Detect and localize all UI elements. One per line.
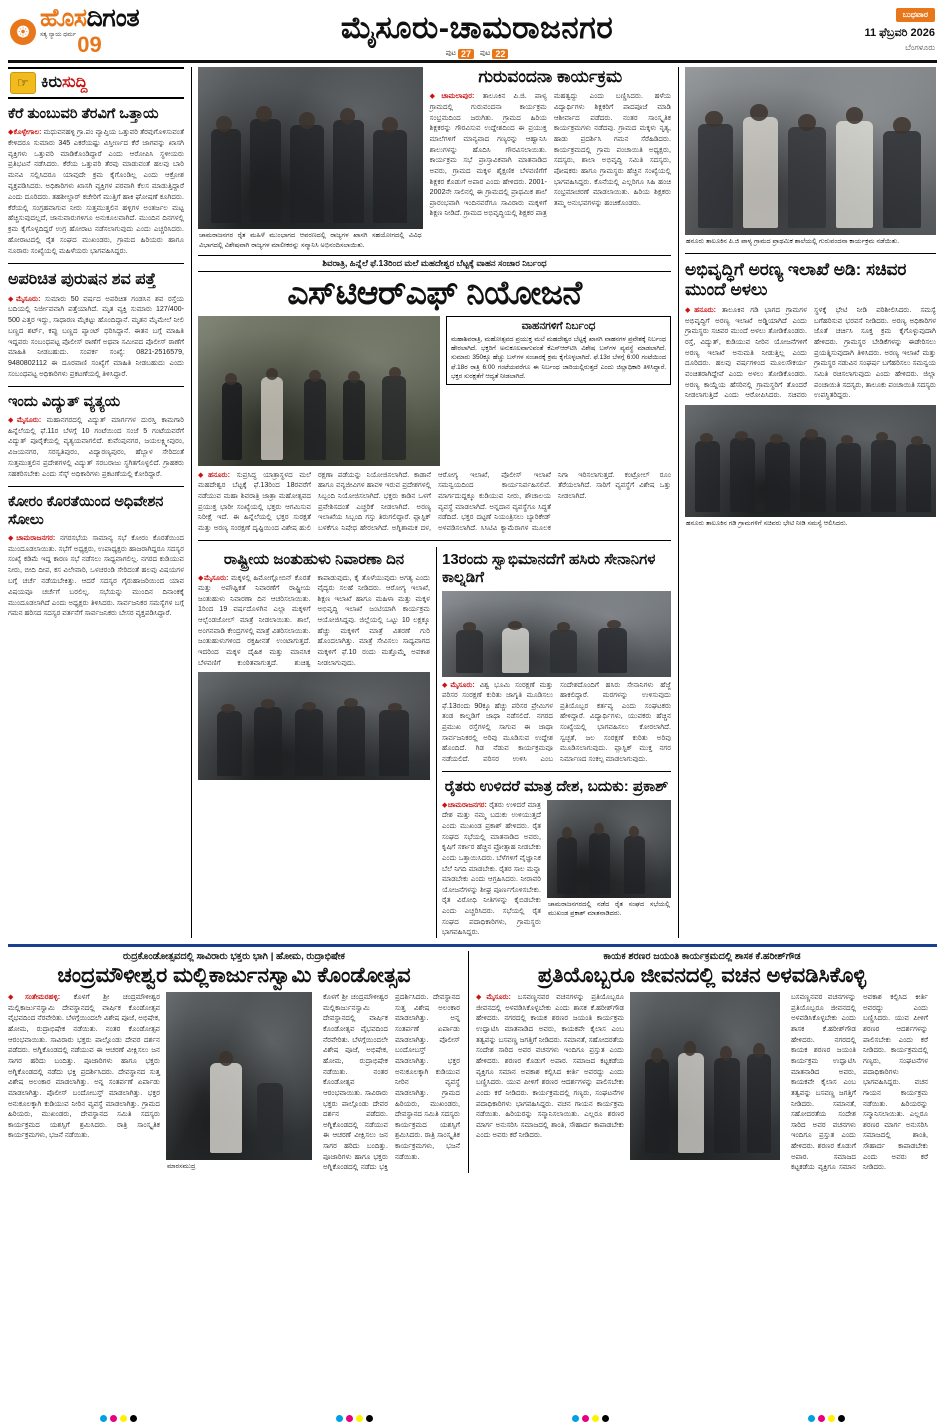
headline-stirf: ಎಸ್‌ಟಿಆರ್‌ಎಫ್ ನಿಯೋಜನೆ [287, 274, 582, 312]
column-left [8, 67, 184, 938]
brief-text: ಮಹಾನಗರದಲ್ಲಿ ವಿದ್ಯುತ್ ಮಾರ್ಗಗಳ ದುರಸ್ತಿ ಕಾಮಗಾರಿ ಹಿನ್ನೆಲೆಯಲ್ಲಿ ಫೆ.11ರ ಬೆಳಗ್ಗೆ 10 ಗಂಟೆಯಿಂದ ಸಂಜೆ 5 ಗಂಟೆಯವರೆಗೆ ವಿದ್ಯುತ್ ಪೂರೈಕೆಯಲ್ಲಿ ವ್ಯತ್ಯಯವಾಗಲಿದೆ. ಕುವೆಂಪುನಗರ, ಜಯಲಕ್ಷ್ಮೀಪುರಂ, ವಿಜಯನಗರ, ಸರಸ್ವತಿಪುರಂ, ವಿದ್ಯಾರಣ್ಯಪುರಂ, ಹೆಬ್ಬಾಳ ಸೇರಿದಂತೆ ಸುತ್ತಮುತ್ತಲಿನ ಪ್ರದೇಶಗಳಲ್ಲಿ ವಿದ್ಯುತ್ ಸರಬರಾಜು ಸ್ಥಗಿತಗೊಳ್ಳಲಿದೆ. ಗ್ರಾಹಕರು ಸಹಕರಿಸಬೇಕು ಎಂದು ಸೆಸ್ಕ್ ಅಧಿಕಾರಿಗಳು ಪ್ರಕಟಣೆಯಲ್ಲಿ ಕೋರಿದ್ದಾರೆ. [8, 415, 184, 478]
article-body-jantu: ◆ಮೈಸೂರು: ಮಕ್ಕಳಲ್ಲಿ ಹಿಮೋಗ್ಲೋಬಿನ್ ಕೊರತೆ ಮತ್ತು ಅಪೌಷ್ಟಿಕತೆ ನಿವಾರಣೆಗೆ ರಾಷ್ಟ್ರೀಯ ಜಂತುಹುಳು ನಿವಾರಣಾ ದಿನ ಆಚರಿಸಲಾಯಿತು. 1ರಿಂದ 19 ವರ್ಷದೊಳಗಿನ ಎಲ್ಲಾ ಮಕ್ಕಳಿಗೆ ಆಲ್ಬೆಂಡಜೋಲ್ ಮಾತ್ರೆ ನೀಡಲಾಯಿತು. ಶಾಲೆ, ಅಂಗನವಾಡಿ ಕೇಂದ್ರಗಳಲ್ಲಿ ಮಾತ್ರೆ ವಿತರಿಸಲಾಯಿತು. ಜಂತುಹುಳುಗಳಿಂದ ರಕ್ತಹೀನತೆ ಉಂಟಾಗುತ್ತದೆ. ಇದರಿಂದ ಮಕ್ಕಳ ದೈಹಿಕ ಮತ್ತು ಮಾನಸಿಕ ಬೆಳವಣಿಗೆ ಕುಂಠಿತವಾಗುತ್ತದೆ. ಶುಚಿತ್ವ ಕಾಪಾಡುವುದು, ಕೈ ತೊಳೆಯುವುದು ಅಗತ್ಯ ಎಂದು ವೈದ್ಯರು ಸಲಹೆ ನೀಡಿದರು. ಆರೋಗ್ಯ ಇಲಾಖೆ, ಶಿಕ್ಷಣ ಇಲಾಖೆ ಹಾಗೂ ಮಹಿಳಾ ಮತ್ತು ಮಕ್ಕಳ ಅಭಿವೃದ್ಧಿ ಇಲಾಖೆ ಜಂಟಿಯಾಗಿ ಕಾರ್ಯಕ್ರಮ ಆಯೋಜಿಸಿದ್ದವು. ಜಿಲ್ಲೆಯಲ್ಲಿ ಒಟ್ಟು 10 ಲಕ್ಷಕ್ಕೂ ಹೆಚ್ಚು ಮಕ್ಕಳಿಗೆ ಮಾತ್ರೆ ವಿತರಣೆ ಗುರಿ ಹೊಂದಲಾಗಿತ್ತು. ಮಾತ್ರೆ ಸೇವಿಸಲು ಸಾಧ್ಯವಾಗದ ಮಕ್ಕಳಿಗೆ ಫೆ.10 ರಂದು ಮತ್ತೊಮ್ಮೆ ಅವಕಾಶ ನೀಡಲಾಗುವುದು. [198, 573, 430, 667]
dot-group [808, 1415, 845, 1422]
page-tag [446, 49, 474, 59]
article-body-kondotsava-2 [318, 992, 460, 1173]
raitharu-photo-block [547, 800, 671, 938]
article-headline-guruvandana: ಗುರುವಂದನಾ ಕಾರ್ಯಕ್ರಮ [478, 67, 623, 86]
dot-cyan [572, 1415, 579, 1422]
kicker-kondotsava: ರುದ್ರಕೊಂಡೋತ್ಸವದಲ್ಲಿ ಸಾವಿರಾರು ಭಕ್ತರು ಭಾಗಿ | ಹೋಮ, ರುದ್ರಾಭಿಷೇಕ [122, 951, 345, 963]
brief-headline: ಇಂದು ವಿದ್ಯುತ್ ವ್ಯತ್ಯಯ [8, 393, 121, 410]
dot-group [572, 1415, 609, 1422]
page-tag-label: ಪುಟ [480, 50, 491, 57]
article-text: ತಾಲೂಕಿನ ಪಿ.ಜಿ. ಪಾಳ್ಯ ಗ್ರಾಮದಲ್ಲಿ ಗುರುವಂದನಾ ಕಾರ್ಯಕ್ರಮ ಸಂಭ್ರಮದಿಂದ ಜರುಗಿತು. ಗ್ರಾಮದ ಹಿರಿಯ ಶಿಕ್ಷಕರನ್ನು ಗೌರವಿಸುವ ಉದ್ದೇಶದಿಂದ ಈ ಪ್ರಯುಕ್ತ ಮಾಲೆಗಳಿಗೆ ಮಾನ್ಯವಾದ ಗಣ್ಯರನ್ನು ಆಹ್ವಾನಿಸಿ ಶಾಲುಗಳನ್ನು ಹೊದಿಸಿ ಗೌರವಿಸಲಾಯಿತು. ಕಾರ್ಯಕ್ರಮ ಸಭೆ ಪ್ರಾಸ್ತಾವಿಕವಾಗಿ ಮಾತನಾಡಿದ ಅವರು, ಗ್ರಾಮದ ಮಕ್ಕಳ ಶೈಕ್ಷಣಿಕ ಬೆಳವಣಿಗೆಗೆ ಶಿಕ್ಷಕರ ಕೊಡುಗೆ ಅಪಾರ ಎಂದು ಹೇಳಿದರು. 2001-2002ನೇ ಸಾಲಿನಲ್ಲಿ ಈ ಗ್ರಾಮದಲ್ಲಿ ಪ್ರಾಥಮಿಕ ಶಾಲೆ ಪ್ರಾರಂಭವಾಗಿ ಇಂದಿನವರೆಗೂ ಸಾವಿರಾರು ಮಕ್ಕಳಿಗೆ ಶಿಕ್ಷಣ ನೀಡಿದೆ. ಗ್ರಾಮದ ಅಭಿವೃದ್ಧಿಯಲ್ಲಿ ಶಿಕ್ಷಕರ ಪಾತ್ರ ಮಹತ್ವದ್ದು ಎಂದು ಬಣ್ಣಿಸಿದರು. ಹಳೆಯ ವಿದ್ಯಾರ್ಥಿಗಳು ಶಿಕ್ಷಕರಿಗೆ ಪಾದಪೂಜೆ ಮಾಡಿ ಆಶೀರ್ವಾದ ಪಡೆದರು. ನಂತರ ಸಾಂಸ್ಕೃತಿಕ ಕಾರ್ಯಕ್ರಮಗಳು ನಡೆದವು. ಗ್ರಾಮದ ಮಕ್ಕಳು ನೃತ್ಯ, ಹಾಡು ಪ್ರದರ್ಶಿಸಿ ಗಮನ ಸೆರೆಹಿಡಿದರು. ಕಾರ್ಯಕ್ರಮದಲ್ಲಿ ಗ್ರಾಮ ಪಂಚಾಯಿತಿ ಅಧ್ಯಕ್ಷರು, ಸದಸ್ಯರು, ಶಾಲಾ ಅಭಿವೃದ್ಧಿ ಸಮಿತಿ ಸದಸ್ಯರು, ಪೋಷಕರು ಹಾಗೂ ಗ್ರಾಮಸ್ಥರು ಹೆಚ್ಚಿನ ಸಂಖ್ಯೆಯಲ್ಲಿ ಭಾಗವಹಿಸಿದ್ದರು. ಕೊನೆಯಲ್ಲಿ ಎಲ್ಲರಿಗೂ ಸಿಹಿ ಹಂಚಿ ಸಂಭ್ರಮಾಚರಣೆ ಮಾಡಲಾಯಿತು. ಹಿರಿಯ ಶಿಕ್ಷಕರು ತಮ್ಮ ಅನುಭವಗಳನ್ನು ಹಂಚಿಕೊಂಡರು. [429, 92, 671, 218]
box-title: ವಾಹನಗಳಿಗೆ ನಿರ್ಬಂಧ [521, 319, 596, 332]
publication-place: ಬೆಂಗಳೂರು [905, 42, 935, 52]
dot-yellow [356, 1415, 363, 1422]
photo-farmer-meeting [547, 800, 671, 898]
kicker-stirf: ಶಿವರಾತ್ರಿ, ಹಿನ್ನೆಲೆ ಫೆ.13ರಿಂದ ಮಲೆ ಮಹದೇಶ್ವರ ಬೆಟ್ಟಕ್ಕೆ ವಾಹನ ಸಂಚಾರ ನಿರ್ಬಂಧ [198, 255, 671, 272]
page-tag-number: 22 [492, 49, 508, 59]
article-text: ಕೊಳಗೆ ಶ್ರೀ ಚಂದ್ರಮೌಳೀಶ್ವರ ಮಲ್ಲಿಕಾರ್ಜುನಸ್ವಾಮಿ ದೇವಸ್ಥಾನದಲ್ಲಿ ವಾರ್ಷಿಕ ಕೊಂಡೋತ್ಸವ ವೈಭವದಿಂದ ನೆರವೇರಿತು. ಬೆಳಗ್ಗೆಯಿಂದಲೇ ವಿಶೇಷ ಪೂಜೆ, ಅಭಿಷೇಕ, ಹೋಮ, ರುದ್ರಾಭಿಷೇಕ ನಡೆಯಿತು. ನಂತರ ಕೊಂಡೋತ್ಸವ ಆರಂಭವಾಯಿತು. ಸಾವಿರಾರು ಭಕ್ತರು ಪಾಲ್ಗೊಂಡು ದೇವರ ದರ್ಶನ ಪಡೆದರು. ಅಗ್ನಿಕೊಂಡದಲ್ಲಿ ನಡೆಯುವ ಈ ಆಚರಣೆ ವೀಕ್ಷಿಸಲು ಜನ ಸಾಗರ ಹರಿದು ಬಂದಿತ್ತು. ಪೂಜಾರಿಗಳು ಹಾಗೂ ಭಕ್ತರು ಅಗ್ನಿಕೊಂಡದಲ್ಲಿ ನಡೆದು ಭಕ್ತಿ ಪ್ರದರ್ಶಿಸಿದರು. ದೇವಸ್ಥಾನದ ಸುತ್ತ ವಿಶೇಷ ಅಲಂಕಾರ ಮಾಡಲಾಗಿತ್ತು. ಅನ್ನ ಸಂತರ್ಪಣೆ ಏರ್ಪಾಡು ಮಾಡಲಾಗಿತ್ತು. ಪೊಲೀಸ್ ಬಂದೋಬಸ್ತ್ ಮಾಡಲಾಗಿತ್ತು. ಭಕ್ತರ ಅನುಕೂಲಕ್ಕಾಗಿ ಕುಡಿಯುವ ನೀರಿನ ವ್ಯವಸ್ಥೆ ಮಾಡಲಾಗಿತ್ತು. ಗ್ರಾಮದ ಹಿರಿಯರು, ಮುಖಂಡರು, ದೇವಸ್ಥಾನದ ಸಮಿತಿ ಸದಸ್ಯರು ಕಾರ್ಯಕ್ರಮದ ಯಶಸ್ಸಿಗೆ ಶ್ರಮಿಸಿದರು. ರಾತ್ರಿ ಸಾಂಸ್ಕೃತಿಕ ಕಾರ್ಯಕ್ರಮಗಳು, ಭಜನೆ ನಡೆಯಿತು. [323, 993, 460, 1172]
dot-cyan [808, 1415, 815, 1422]
kondotsava-photo-block [166, 992, 312, 1173]
box-body: ಮಹಾಶಿವರಾತ್ರಿ, ಮಹೋತ್ಸವದ ಪ್ರಯುಕ್ತ ಮಲೆ ಮಹದೇಶ್ವರ ಬೆಟ್ಟಕ್ಕೆ ಖಾಸಗಿ ವಾಹನಗಳ ಪ್ರವೇಶಕ್ಕೆ ನಿರ್ಬಂಧ ಹೇರಲಾಗಿದೆ. ಭಕ್ತರಿಗೆ ಅನುಕೂಲವಾಗುವಂತೆ ಕೆಎಸ್‌ಆರ್‌ಟಿಸಿ ವಿಶೇಷ ಬಸ್‌ಗಳ ವ್ಯವಸ್ಥೆ ಮಾಡಲಾಗಿದೆ. ಸುಮಾರು 350ಕ್ಕೂ ಹೆಚ್ಚು ಬಸ್‌ಗಳ ಸಂಚಾರಕ್ಕೆ ಕ್ರಮ ಕೈಗೊಳ್ಳಲಾಗಿದೆ. ಫೆ.13ರ ಬೆಳಗ್ಗೆ 6:00 ಗಂಟೆಯಿಂದ ಫೆ.18ರ ರಾತ್ರಿ 6:00 ಗಂಟೆಯವರೆಗೂ ಈ ನಿರ್ಬಂಧ ಜಾರಿಯಲ್ಲಿರುತ್ತದೆ ಎಂದು ಜಿಲ್ಲಾಧಿಕಾರಿ ತಿಳಿಸಿದ್ದಾರೆ. ಭಕ್ತರ ಸುರಕ್ಷತೆಗೆ ಆದ್ಯತೆ ನೀಡಲಾಗಿದೆ. [451, 335, 666, 380]
divider [8, 386, 184, 387]
article-body-hasiru: ◆ಮೈಸೂರು: ವಿಶ್ವ ಭೂಮಿ ಸಂರಕ್ಷಣೆ ಮತ್ತು ಪರಿಸರ ಸಂರಕ್ಷಣೆ ಕುರಿತು ಜಾಗೃತಿ ಮೂಡಿಸಲು ಫೆ.13ರಂದು 90ಕ್ಕೂ ಹೆಚ್ಚು ಪರಿಸರ ಪ್ರೇಮಿಗಳ ತಂಡ ಕಾಲ್ನಡಿಗೆ ಜಾಥಾ ನಡೆಸಲಿದೆ. ನಗರದ ಪ್ರಮುಖ ರಸ್ತೆಗಳಲ್ಲಿ ಸಾಗುವ ಈ ಜಾಥಾ ಸಾರ್ವಜನಿಕರಲ್ಲಿ ಅರಿವು ಮೂಡಿಸುವ ಉದ್ದೇಶ ಹೊಂದಿದೆ. ಗಿಡ ನೆಡುವ ಕಾರ್ಯಕ್ರಮವೂ ನಡೆಯಲಿದೆ. ಪರಿಸರ ಉಳಿಸಿ ಎಂಬ ಸಂದೇಶದೊಂದಿಗೆ ಹಸಿರು ಸೇನಾನಿಗಳು ಹೆಜ್ಜೆ ಹಾಕಲಿದ್ದಾರೆ. ಮರಗಳನ್ನು ಉಳಿಸುವುದು ಪ್ರತಿಯೊಬ್ಬರ ಕರ್ತವ್ಯ ಎಂದು ಸಂಘಟಕರು ಹೇಳಿದ್ದಾರೆ. ವಿದ್ಯಾರ್ಥಿಗಳು, ಯುವಕರು ಹೆಚ್ಚಿನ ಸಂಖ್ಯೆಯಲ್ಲಿ ಭಾಗವಹಿಸಲು ಕೋರಲಾಗಿದೆ. ಸ್ವಚ್ಛತೆ, ಜಲ ಸಂರಕ್ಷಣೆ ಕುರಿತು ಅರಿವು ಮೂಡಿಸಲಾಗುವುದು. ಪ್ಲಾಸ್ಟಿಕ್ ಮುಕ್ತ ನಗರ ನಿರ್ಮಾಣದ ಸಂಕಲ್ಪ ಮಾಡಲಾಗುವುದು. [442, 680, 671, 764]
article-text: ಮಕ್ಕಳಲ್ಲಿ ಹಿಮೋಗ್ಲೋಬಿನ್ ಕೊರತೆ ಮತ್ತು ಅಪೌಷ್ಟಿಕತೆ ನಿವಾರಣೆಗೆ ರಾಷ್ಟ್ರೀಯ ಜಂತುಹುಳು ನಿವಾರಣಾ ದಿನ ಆಚರಿಸಲಾಯಿತು. 1ರಿಂದ 19 ವರ್ಷದೊಳಗಿನ ಎಲ್ಲಾ ಮಕ್ಕಳಿಗೆ ಆಲ್ಬೆಂಡಜೋಲ್ ಮಾತ್ರೆ ನೀಡಲಾಯಿತು. ಶಾಲೆ, ಅಂಗನವಾಡಿ ಕೇಂದ್ರಗಳಲ್ಲಿ ಮಾತ್ರೆ ವಿತರಿಸಲಾಯಿತು. ಜಂತುಹುಳುಗಳಿಂದ ರಕ್ತಹೀನತೆ ಉಂಟಾಗುತ್ತದೆ. ಇದರಿಂದ ಮಕ್ಕಳ ದೈಹಿಕ ಮತ್ತು ಮಾನಸಿಕ ಬೆಳವಣಿಗೆ ಕುಂಠಿತವಾಗುತ್ತದೆ. ಶುಚಿತ್ವ ಕಾಪಾಡುವುದು, ಕೈ ತೊಳೆಯುವುದು ಅಗತ್ಯ ಎಂದು ವೈದ್ಯರು ಸಲಹೆ ನೀಡಿದರು. ಆರೋಗ್ಯ ಇಲಾಖೆ, ಶಿಕ್ಷಣ ಇಲಾಖೆ ಹಾಗೂ ಮಹಿಳಾ ಮತ್ತು ಮಕ್ಕಳ ಅಭಿವೃದ್ಧಿ ಇಲಾಖೆ ಜಂಟಿಯಾಗಿ ಕಾರ್ಯಕ್ರಮ ಆಯೋಜಿಸಿದ್ದವು. ಜಿಲ್ಲೆಯಲ್ಲಿ ಒಟ್ಟು 10 ಲಕ್ಷಕ್ಕೂ ಹೆಚ್ಚು ಮಕ್ಕಳಿಗೆ ಮಾತ್ರೆ ವಿತರಣೆ ಗುರಿ ಹೊಂದಲಾಗಿತ್ತು. ಮಾತ್ರೆ ಸೇವಿಸಲು ಸಾಧ್ಯವಾಗದ ಮಕ್ಕಳಿಗೆ ಫೆ.10 ರಂದು ಮತ್ತೊಮ್ಮೆ ಅವಕಾಶ ನೀಡಲಾಗುವುದು. [198, 573, 430, 667]
article-body-vachana-2 [786, 992, 928, 1173]
main-grid [8, 67, 937, 938]
dot-group [336, 1415, 373, 1422]
brief-item-1 [8, 105, 184, 257]
kirusuddi-word-1: ಕಿರು [41, 74, 63, 91]
article-dateline: ಮೈಸೂರು: [486, 993, 511, 1002]
stirf-box-block [446, 316, 671, 466]
divider [198, 540, 671, 541]
masthead-rule [8, 60, 937, 63]
logo-tagline: ಸತ್ಯ ನ್ಯಾಯ ಧರ್ಮ [40, 32, 76, 38]
publication-date: 11 ಫೆಬ್ರವರಿ 2026 [864, 27, 935, 39]
photo-caption: ಚಾಮರಾಜನಗರದಲ್ಲಿ ನಡೆದ ರೈತ ಸಂಘದ ಸಭೆಯಲ್ಲಿ ಮುಖಂಡ ಪ್ರಕಾಶ್ ಮಾತನಾಡಿದರು. [548, 900, 670, 918]
brief-headline: ಅಪರಿಚಿತ ಪುರುಷನ ಶವ ಪತ್ತೆ [8, 270, 156, 288]
article-headline-aranya: ಅಭಿವೃದ್ಧಿಗೆ ಅರಣ್ಯ ಇಲಾಖೆ ಅಡಿ: ಸಚಿವರ ಮುಂದೆ ಅಳಲು [685, 259, 907, 300]
article-dateline: ಹನೂರು: [208, 470, 230, 479]
logo-page-number: 09 [77, 32, 102, 57]
photo-caption: ಚಾಮರಾಜನಗರ ರೈತ ಮಹಿಳೆ ಮುಂಭಾಗದ ಆವರಣದಲ್ಲಿ ರಾಜ್ಯಗಳ ಖಾಸಗಿ ಸಹಯೋಗದಲ್ಲಿ ವಿವಿಧ ವಿಭಾಗದಲ್ಲಿ ವಿಶೇಷವಾಗಿ ರಾಜ್ಯಗಳ ಮಾಲೀಕರನ್ನು ಸನ್ಮಾನಿಸಿ ಅಭಿನಂದಿಸಲಾಯಿತು. [199, 232, 422, 249]
dot-black [366, 1415, 373, 1422]
dot-magenta [582, 1415, 589, 1422]
photo-jayanti-event [630, 992, 780, 1160]
article-text: ಸುಪ್ರಸಿದ್ಧ ಯಾತ್ರಾಸ್ಥಳದ ಮಲೆ ಮಹದೇಶ್ವರ ಬೆಟ್ಟಕ್ಕೆ ಫೆ.13ರಿಂದ 18ರವರೆಗೆ ನಡೆಯುವ ಮಹಾ ಶಿವರಾತ್ರಿ ಜಾತ್ರಾ ಮಹೋತ್ಸವದ ಪ್ರಯುಕ್ತ ಭಾರೀ ಸಂಖ್ಯೆಯಲ್ಲಿ ಭಕ್ತರು ಆಗಮಿಸುವ ನಿರೀಕ್ಷೆ ಇದೆ. ಈ ಹಿನ್ನೆಲೆಯಲ್ಲಿ ಭಕ್ತರ ಸುರಕ್ಷತೆ ಮತ್ತು ಅರಣ್ಯ ಸಂರಕ್ಷಣೆ ದೃಷ್ಟಿಯಿಂದ ವಿಶೇಷ ಹುಲಿ ರಕ್ಷಣಾ ಪಡೆಯನ್ನು ನಿಯೋಜಿಸಲಾಗಿದೆ. ಕಾಡಾನೆ ಹಾಗೂ ವನ್ಯಜೀವಿಗಳ ಹಾವಳಿ ಇರುವ ಪ್ರದೇಶಗಳಲ್ಲಿ ಸಿಬ್ಬಂದಿ ನಿಯೋಜಿಸಲಾಗಿದೆ. ಭಕ್ತರು ಕಾಡಿನ ಒಳಗೆ ಪ್ರವೇಶಿಸದಂತೆ ಎಚ್ಚರಿಕೆ ನೀಡಲಾಗಿದೆ. ಅರಣ್ಯ ಇಲಾಖೆಯ ಸಿಬ್ಬಂದಿ ಗಸ್ತು ತಿರುಗಲಿದ್ದಾರೆ. ಪ್ಲಾಸ್ಟಿಕ್ ಬಳಕೆಗೂ ನಿಷೇಧ ಹೇರಲಾಗಿದೆ. ಅಗ್ನಿಶಾಮಕ ದಳ, ಆರೋಗ್ಯ ಇಲಾಖೆ, ಪೊಲೀಸ್ ಇಲಾಖೆ ಸಮನ್ವಯದಿಂದ ಕಾರ್ಯನಿರ್ವಹಿಸಲಿವೆ. ಮಾರ್ಗದುದ್ದಕ್ಕೂ ಕುಡಿಯುವ ನೀರು, ಶೌಚಾಲಯ ವ್ಯವಸ್ಥೆ ಮಾಡಲಾಗಿದೆ. ಅನ್ನದಾನ ವ್ಯವಸ್ಥೆಗೂ ಸಿದ್ಧತೆ ನಡೆದಿದೆ. ಭಕ್ತರ ದಟ್ಟಣೆ ನಿಯಂತ್ರಿಸಲು ಬ್ಯಾರಿಕೇಡ್ ಅಳವಡಿಸಲಾಗಿದೆ. ಸಿಸಿಟಿವಿ ಕ್ಯಾಮೆರಾಗಳ ಮೂಲಕ ನಿಗಾ ಇರಿಸಲಾಗುತ್ತದೆ. ಕಂಟ್ರೋಲ್ ರೂಂ ತೆರೆಯಲಾಗಿದೆ. ಸಾರಿಗೆ ವ್ಯವಸ್ಥೆಗೆ ವಿಶೇಷ ಒತ್ತು ನೀಡಲಾಗಿದೆ. [198, 470, 671, 532]
brief-body: ◆ಮೈಸೂರು: ಮಹಾನಗರದಲ್ಲಿ ವಿದ್ಯುತ್ ಮಾರ್ಗಗಳ ದುರಸ್ತಿ ಕಾಮಗಾರಿ ಹಿನ್ನೆಲೆಯಲ್ಲಿ ಫೆ.11ರ ಬೆಳಗ್ಗೆ 10 ಗಂಟೆಯಿಂದ ಸಂಜೆ 5 ಗಂಟೆಯವರೆಗೆ ವಿದ್ಯುತ್ ಪೂರೈಕೆಯಲ್ಲಿ ವ್ಯತ್ಯಯವಾಗಲಿದೆ. ಕುವೆಂಪುನಗರ, ಜಯಲಕ್ಷ್ಮೀಪುರಂ, ವಿಜಯನಗರ, ಸರಸ್ವತಿಪುರಂ, ವಿದ್ಯಾರಣ್ಯಪುರಂ, ಹೆಬ್ಬಾಳ ಸೇರಿದಂತೆ ಸುತ್ತಮುತ್ತಲಿನ ಪ್ರದೇಶಗಳಲ್ಲಿ ವಿದ್ಯುತ್ ಸರಬರಾಜು ಸ್ಥಗಿತಗೊಳ್ಳಲಿದೆ. ಗ್ರಾಹಕರು ಸಹಕರಿಸಬೇಕು ಎಂದು ಸೆಸ್ಕ್ ಅಧಿಕಾರಿಗಳು ಪ್ರಕಟಣೆಯಲ್ಲಿ ಕೋರಿದ್ದಾರೆ. [8, 415, 184, 478]
brief-item-4 [8, 493, 184, 620]
brief-dateline: ಕೊಳ್ಳೇಗಾಲ: [13, 128, 42, 137]
article-dateline: ಚಾಮರಾಜನಗರ: [447, 800, 487, 809]
divider [8, 486, 184, 487]
photo-award-ceremony [685, 67, 936, 235]
flower-logo-icon: ❂ [10, 19, 36, 45]
print-registration-marks [0, 1415, 945, 1422]
dot-magenta [110, 1415, 117, 1422]
logo-word-diganta: ದಿಗಂತ [86, 4, 140, 32]
article-body-vachana-1: ◆ಮೈಸೂರು: ಬಸವಣ್ಣನವರ ವಚನಗಳನ್ನು ಪ್ರತಿಯೊಬ್ಬರೂ ಜೀವನದಲ್ಲಿ ಅಳವಡಿಸಿಕೊಳ್ಳಬೇಕು ಎಂದು ಶಾಸಕ ಕೆ.ಹರೀಶ್‌ಗೌಡ ಹೇಳಿದರು. ನಗರದಲ್ಲಿ ಕಾಯಕ ಶರಣರ ಜಯಂತಿ ಕಾರ್ಯಕ್ರಮ ಉದ್ಘಾಟಿಸಿ ಮಾತನಾಡಿದ ಅವರು, ಕಾಯಕವೇ ಕೈಲಾಸ ಎಂಬ ತತ್ವವನ್ನು ಬಸವಣ್ಣ ಜಗತ್ತಿಗೆ ನೀಡಿದರು. ಸಮಾನತೆ, ಸಹೋದರತೆಯ ಸಂದೇಶ ಸಾರಿದ ಅವರ ವಚನಗಳು ಇಂದಿಗೂ ಪ್ರಸ್ತುತ ಎಂದು ಹೇಳಿದರು. ಶರಣರ ಕೊಡುಗೆ ಅಪಾರ. ಸಮಾಜದ ಕಟ್ಟಕಡೆಯ ವ್ಯಕ್ತಿಗೂ ಸಮಾನ ಅವಕಾಶ ಕಲ್ಪಿಸಿದ ಕೀರ್ತಿ ಅವರದ್ದು ಎಂದು ಬಣ್ಣಿಸಿದರು. ಯುವ ಪೀಳಿಗೆ ಶರಣರ ಆದರ್ಶಗಳನ್ನು ಪಾಲಿಸಬೇಕು ಎಂದು ಕರೆ ನೀಡಿದರು. ಕಾರ್ಯಕ್ರಮದಲ್ಲಿ ಗಣ್ಯರು, ಸಂಘಟನೆಗಳ ಪದಾಧಿಕಾರಿಗಳು ಭಾಗವಹಿಸಿದ್ದರು. ವಚನ ಗಾಯನ ಕಾರ್ಯಕ್ರಮ ನಡೆಯಿತು. ಹಿರಿಯರನ್ನು ಸನ್ಮಾನಿಸಲಾಯಿತು. ಎಲ್ಲರೂ ಶರಣರ ಮಾರ್ಗ ಅನುಸರಿಸಿ ಸಮಾಜದಲ್ಲಿ ಶಾಂತಿ, ಸೌಹಾರ್ದ ಕಾಪಾಡಬೇಕು ಎಂದು ಅವರು ಕರೆ ನೀಡಿದರು. [476, 993, 624, 1140]
divider [442, 771, 671, 772]
dot-yellow [592, 1415, 599, 1422]
photo-caption: ಮಾರಸಮುದ್ರ [167, 1163, 196, 1171]
brief-body: ◆ಚಾಮರಾಜನಗರ: ನಗರಸಭೆಯ ಸಾಮಾನ್ಯ ಸಭೆ ಕೋರಂ ಕೊರತೆಯಿಂದ ಮುಂದೂಡಲಾಯಿತು. ಸಭೆಗೆ ಅಧ್ಯಕ್ಷರು, ಉಪಾಧ್ಯಕ್ಷರು ಹಾಜರಾಗಿದ್ದರೂ ಸದಸ್ಯರ ಸಂಖ್ಯೆ ಕಡಿಮೆ ಇದ್ದ ಕಾರಣ ಸಭೆ ನಡೆಸಲು ಸಾಧ್ಯವಾಗಲಿಲ್ಲ. ನಗರದ ಕುಡಿಯುವ ನೀರು, ಬೀದಿ ದೀಪ, ಕಸ ವಿಲೇವಾರಿ, ಒಳಚರಂಡಿ ಸೇರಿದಂತೆ ಹಲವು ವಿಷಯಗಳ ಬಗ್ಗೆ ಚರ್ಚೆ ನಡೆಯಬೇಕಿತ್ತು. ಆದರೆ ಸದಸ್ಯರ ಗೈರುಹಾಜರಿಯಿಂದ ಯಾವ ವಿಷಯವೂ ಚರ್ಚೆಗೆ ಬರಲಿಲ್ಲ. ಸಭೆಯನ್ನು ಮುಂದಿನ ದಿನಾಂಕಕ್ಕೆ ಮುಂದೂಡಲಾಗಿದೆ ಎಂದು ಅಧ್ಯಕ್ಷರು ತಿಳಿಸಿದರು. ಸಾರ್ವಜನಿಕರ ಸಮಸ್ಯೆಗಳ ಬಗ್ಗೆ ಗಮನ ಹರಿಸದ ಸದಸ್ಯರ ವರ್ತನೆಗೆ ಸಾರ್ವಜನಿಕರು ಬೇಸರ ವ್ಯಕ್ತಪಡಿಸಿದ್ದಾರೆ. [8, 533, 184, 618]
brief-dateline: ಮೈಸೂರು: [16, 294, 41, 303]
dot-black [602, 1415, 609, 1422]
article-dateline: ಮೈಸೂರು: [450, 680, 475, 689]
edition-title: ಮೈಸೂರು-ಚಾಮರಾಜನಗರ [340, 10, 614, 45]
pointing-hand-icon: ☞ [10, 72, 36, 94]
bottom-article-left [8, 951, 460, 1173]
logo-word-hosa: ಹೊಸ [40, 4, 87, 32]
publication-logo[interactable] [10, 6, 139, 56]
sidebar-box-vehicle-ban [446, 316, 671, 385]
dot-group [100, 1415, 137, 1422]
brief-body: ◆ಕೊಳ್ಳೇಗಾಲ: ಮಧುವನಹಳ್ಳಿ ಗ್ರಾ.ಪಂ ವ್ಯಾಪ್ತಿಯ ಒತ್ತುವರಿ ತೆರವುಗೊಳಿಸುವಂತೆ ಕೇಳಿದರೂ ಸುಮಾರು 345 ಎಕರೆಯಷ್ಟು ವಿಸ್ತೀರ್ಣದ ಕೆರೆ ಜಾಗವನ್ನು ಖಾಸಗಿ ವ್ಯಕ್ತಿಗಳು ಒತ್ತುವರಿ ಮಾಡಿಕೊಂಡಿದ್ದಾರೆ ಎಂದು ಆರೋಪಿಸಿ ಸ್ಥಳೀಯರು ಪ್ರತಿಭಟನೆ ನಡೆಸಿದರು. ಕೆರೆಯ ಒತ್ತುವರಿ ತೆರವು ಮಾಡುವಂತೆ ಹಲವು ಬಾರಿ ಮನವಿ ಸಲ್ಲಿಸಿದರೂ ಯಾವುದೇ ಕ್ರಮ ಕೈಗೊಂಡಿಲ್ಲ ಎಂದು ಆಕ್ರೋಶ ವ್ಯಕ್ತಪಡಿಸಿದರು. ಅಧಿಕಾರಿಗಳು ಖಾಸಗಿ ವ್ಯಕ್ತಿಗಳ ಪರವಾಗಿ ಕೆಲಸ ಮಾಡುತ್ತಿದ್ದಾರೆ ಎಂದು ದೂರಿದರು. ತಹಶೀಲ್ದಾರ್ ಕಚೇರಿಗೆ ಮುತ್ತಿಗೆ ಹಾಕಿ ಘೋಷಣೆ ಕೂಗಿದರು. ಕೆರೆಯಲ್ಲಿ ಸಂಗ್ರಹವಾಗುವ ನೀರು ಸುತ್ತಮುತ್ತಲಿನ ಹಳ್ಳಿಗಳ ಅಂತರ್ಜಲ ಮಟ್ಟ ಹೆಚ್ಚಿಸುವುದಲ್ಲದೆ, ಜಾನುವಾರುಗಳಿಗೂ ಅನುಕೂಲವಾಗಿದೆ. ಮುಂದಿನ ದಿನಗಳಲ್ಲಿ ಕ್ರಮ ಕೈಗೊಳ್ಳದಿದ್ದರೆ ಉಗ್ರ ಹೋರಾಟ ನಡೆಸಲಾಗುವುದು ಎಂದು ಎಚ್ಚರಿಸಿದರು. ಹೋರಾಟದಲ್ಲಿ ರೈತ ಸಂಘದ ಮುಖಂಡರು, ಗ್ರಾಮದ ಹಿರಿಯರು ಹಾಗೂ ನೂರಾರು ಸಂಖ್ಯೆಯಲ್ಲಿ ಮಹಿಳೆಯರು ಭಾಗವಹಿಸಿದ್ದರು. [8, 128, 184, 255]
dot-cyan [100, 1415, 107, 1422]
article-body-stirf: ◆ಹನೂರು: ಸುಪ್ರಸಿದ್ಧ ಯಾತ್ರಾಸ್ಥಳದ ಮಲೆ ಮಹದೇಶ್ವರ ಬೆಟ್ಟಕ್ಕೆ ಫೆ.13ರಿಂದ 18ರವರೆಗೆ ನಡೆಯುವ ಮಹಾ ಶಿವರಾತ್ರಿ ಜಾತ್ರಾ ಮಹೋತ್ಸವದ ಪ್ರಯುಕ್ತ ಭಾರೀ ಸಂಖ್ಯೆಯಲ್ಲಿ ಭಕ್ತರು ಆಗಮಿಸುವ ನಿರೀಕ್ಷೆ ಇದೆ. ಈ ಹಿನ್ನೆಲೆಯಲ್ಲಿ ಭಕ್ತರ ಸುರಕ್ಷತೆ ಮತ್ತು ಅರಣ್ಯ ಸಂರಕ್ಷಣೆ ದೃಷ್ಟಿಯಿಂದ ವಿಶೇಷ ಹುಲಿ ರಕ್ಷಣಾ ಪಡೆಯನ್ನು ನಿಯೋಜಿಸಲಾಗಿದೆ. ಕಾಡಾನೆ ಹಾಗೂ ವನ್ಯಜೀವಿಗಳ ಹಾವಳಿ ಇರುವ ಪ್ರದೇಶಗಳಲ್ಲಿ ಸಿಬ್ಬಂದಿ ನಿಯೋಜಿಸಲಾಗಿದೆ. ಭಕ್ತರು ಕಾಡಿನ ಒಳಗೆ ಪ್ರವೇಶಿಸದಂತೆ ಎಚ್ಚರಿಕೆ ನೀಡಲಾಗಿದೆ. ಅರಣ್ಯ ಇಲಾಖೆಯ ಸಿಬ್ಬಂದಿ ಗಸ್ತು ತಿರುಗಲಿದ್ದಾರೆ. ಪ್ಲಾಸ್ಟಿಕ್ ಬಳಕೆಗೂ ನಿಷೇಧ ಹೇರಲಾಗಿದೆ. ಅಗ್ನಿಶಾಮಕ ದಳ, ಆರೋಗ್ಯ ಇಲಾಖೆ, ಪೊಲೀಸ್ ಇಲಾಖೆ ಸಮನ್ವಯದಿಂದ ಕಾರ್ಯನಿರ್ವಹಿಸಲಿವೆ. ಮಾರ್ಗದುದ್ದಕ್ಕೂ ಕುಡಿಯುವ ನೀರು, ಶೌಚಾಲಯ ವ್ಯವಸ್ಥೆ ಮಾಡಲಾಗಿದೆ. ಅನ್ನದಾನ ವ್ಯವಸ್ಥೆಗೂ ಸಿದ್ಧತೆ ನಡೆದಿದೆ. ಭಕ್ತರ ದಟ್ಟಣೆ ನಿಯಂತ್ರಿಸಲು ಬ್ಯಾರಿಕೇಡ್ ಅಳವಡಿಸಲಾಗಿದೆ. ಸಿಸಿಟಿವಿ ಕ್ಯಾಮೆರಾಗಳ ಮೂಲಕ ನಿಗಾ ಇರಿಸಲಾಗುತ್ತದೆ. ಕಂಟ್ರೋಲ್ ರೂಂ ತೆರೆಯಲಾಗಿದೆ. ಸಾರಿಗೆ ವ್ಯವಸ್ಥೆಗೆ ವಿಶೇಷ ಒತ್ತು ನೀಡಲಾಗಿದೆ. [198, 470, 671, 532]
photo-minister-visit [685, 405, 936, 517]
guru-photo-block [198, 67, 423, 250]
bottom-section [8, 944, 937, 1173]
article-dateline: ಚಾಮಲಾಪುರ: [441, 92, 475, 101]
brief-text: ನಗರಸಭೆಯ ಸಾಮಾನ್ಯ ಸಭೆ ಕೋರಂ ಕೊರತೆಯಿಂದ ಮುಂದೂಡಲಾಯಿತು. ಸಭೆಗೆ ಅಧ್ಯಕ್ಷರು, ಉಪಾಧ್ಯಕ್ಷರು ಹಾಜರಾಗಿದ್ದರೂ ಸದಸ್ಯರ ಸಂಖ್ಯೆ ಕಡಿಮೆ ಇದ್ದ ಕಾರಣ ಸಭೆ ನಡೆಸಲು ಸಾಧ್ಯವಾಗಲಿಲ್ಲ. ನಗರದ ಕುಡಿಯುವ ನೀರು, ಬೀದಿ ದೀಪ, ಕಸ ವಿಲೇವಾರಿ, ಒಳಚರಂಡಿ ಸೇರಿದಂತೆ ಹಲವು ವಿಷಯಗಳ ಬಗ್ಗೆ ಚರ್ಚೆ ನಡೆಯಬೇಕಿತ್ತು. ಆದರೆ ಸದಸ್ಯರ ಗೈರುಹಾಜರಿಯಿಂದ ಯಾವ ವಿಷಯವೂ ಚರ್ಚೆಗೆ ಬರಲಿಲ್ಲ. ಸಭೆಯನ್ನು ಮುಂದಿನ ದಿನಾಂಕಕ್ಕೆ ಮುಂದೂಡಲಾಗಿದೆ ಎಂದು ಅಧ್ಯಕ್ಷರು ತಿಳಿಸಿದರು. ಸಾರ್ವಜನಿಕರ ಸಮಸ್ಯೆಗಳ ಬಗ್ಗೆ ಗಮನ ಹರಿಸದ ಸದಸ್ಯರ ವರ್ತನೆಗೆ ಸಾರ್ವಜನಿಕರು ಬೇಸರ ವ್ಯಕ್ತಪಡಿಸಿದ್ದಾರೆ. [8, 533, 184, 618]
headline-kondotsava: ಚಂದ್ರಮೌಳೀಶ್ವರ ಮಲ್ಲಿಕಾರ್ಜುನಸ್ವಾಮಿ ಕೊಂಡೋತ್ಸವ [57, 964, 411, 988]
article-text: ಕೊಳಗೆ ಶ್ರೀ ಚಂದ್ರಮೌಳೀಶ್ವರ ಮಲ್ಲಿಕಾರ್ಜುನಸ್ವಾಮಿ ದೇವಸ್ಥಾನದಲ್ಲಿ ವಾರ್ಷಿಕ ಕೊಂಡೋತ್ಸವ ವೈಭವದಿಂದ ನೆರವೇರಿತು. ಬೆಳಗ್ಗೆಯಿಂದಲೇ ವಿಶೇಷ ಪೂಜೆ, ಅಭಿಷೇಕ, ಹೋಮ, ರುದ್ರಾಭಿಷೇಕ ನಡೆಯಿತು. ನಂತರ ಕೊಂಡೋತ್ಸವ ಆರಂಭವಾಯಿತು. ಸಾವಿರಾರು ಭಕ್ತರು ಪಾಲ್ಗೊಂಡು ದೇವರ ದರ್ಶನ ಪಡೆದರು. ಅಗ್ನಿಕೊಂಡದಲ್ಲಿ ನಡೆಯುವ ಈ ಆಚರಣೆ ವೀಕ್ಷಿಸಲು ಜನ ಸಾಗರ ಹರಿದು ಬಂದಿತ್ತು. ಪೂಜಾರಿಗಳು ಹಾಗೂ ಭಕ್ತರು ಅಗ್ನಿಕೊಂಡದಲ್ಲಿ ನಡೆದು ಭಕ್ತಿ ಪ್ರದರ್ಶಿಸಿದರು. ದೇವಸ್ಥಾನದ ಸುತ್ತ ವಿಶೇಷ ಅಲಂಕಾರ ಮಾಡಲಾಗಿತ್ತು. ಅನ್ನ ಸಂತರ್ಪಣೆ ಏರ್ಪಾಡು ಮಾಡಲಾಗಿತ್ತು. ಪೊಲೀಸ್ ಬಂದೋಬಸ್ತ್ ಮಾಡಲಾಗಿತ್ತು. ಭಕ್ತರ ಅನುಕೂಲಕ್ಕಾಗಿ ಕುಡಿಯುವ ನೀರಿನ ವ್ಯವಸ್ಥೆ ಮಾಡಲಾಗಿತ್ತು. ಗ್ರಾಮದ ಹಿರಿಯರು, ಮುಖಂಡರು, ದೇವಸ್ಥಾನದ ಸಮಿತಿ ಸದಸ್ಯರು ಕಾರ್ಯಕ್ರಮದ ಯಶಸ್ಸಿಗೆ ಶ್ರಮಿಸಿದರು. ರಾತ್ರಿ ಸಾಂಸ್ಕೃತಿಕ ಕಾರ್ಯಕ್ರಮಗಳು, ಭಜನೆ ನಡೆಯಿತು. [8, 993, 160, 1140]
article-text: ಬಸವಣ್ಣನವರ ವಚನಗಳನ್ನು ಪ್ರತಿಯೊಬ್ಬರೂ ಜೀವನದಲ್ಲಿ ಅಳವಡಿಸಿಕೊಳ್ಳಬೇಕು ಎಂದು ಶಾಸಕ ಕೆ.ಹರೀಶ್‌ಗೌಡ ಹೇಳಿದರು. ನಗರದಲ್ಲಿ ಕಾಯಕ ಶರಣರ ಜಯಂತಿ ಕಾರ್ಯಕ್ರಮ ಉದ್ಘಾಟಿಸಿ ಮಾತನಾಡಿದ ಅವರು, ಕಾಯಕವೇ ಕೈಲಾಸ ಎಂಬ ತತ್ವವನ್ನು ಬಸವಣ್ಣ ಜಗತ್ತಿಗೆ ನೀಡಿದರು. ಸಮಾನತೆ, ಸಹೋದರತೆಯ ಸಂದೇಶ ಸಾರಿದ ಅವರ ವಚನಗಳು ಇಂದಿಗೂ ಪ್ರಸ್ತುತ ಎಂದು ಹೇಳಿದರು. ಶರಣರ ಕೊಡುಗೆ ಅಪಾರ. ಸಮಾಜದ ಕಟ್ಟಕಡೆಯ ವ್ಯಕ್ತಿಗೂ ಸಮಾನ ಅವಕಾಶ ಕಲ್ಪಿಸಿದ ಕೀರ್ತಿ ಅವರದ್ದು ಎಂದು ಬಣ್ಣಿಸಿದರು. ಯುವ ಪೀಳಿಗೆ ಶರಣರ ಆದರ್ಶಗಳನ್ನು ಪಾಲಿಸಬೇಕು ಎಂದು ಕರೆ ನೀಡಿದರು. ಕಾರ್ಯಕ್ರಮದಲ್ಲಿ ಗಣ್ಯರು, ಸಂಘಟನೆಗಳ ಪದಾಧಿಕಾರಿಗಳು ಭಾಗವಹಿಸಿದ್ದರು. ವಚನ ಗಾಯನ ಕಾರ್ಯಕ್ರಮ ನಡೆಯಿತು. ಹಿರಿಯರನ್ನು ಸನ್ಮಾನಿಸಲಾಯಿತು. ಎಲ್ಲರೂ ಶರಣರ ಮಾರ್ಗ ಅನುಸರಿಸಿ ಸಮಾಜದಲ್ಲಿ ಶಾಂತಿ, ಸೌಹಾರ್ದ ಕಾಪಾಡಬೇಕು ಎಂದು ಅವರು ಕರೆ ನೀಡಿದರು. [791, 993, 928, 1172]
photo-firewalking [166, 992, 312, 1160]
article-text: ರೈತರು ಉಳಿದರೆ ಮಾತ್ರ ದೇಶ ಮತ್ತು ನಮ್ಮ ಬದುಕು ಉಳಿಯುತ್ತದೆ ಎಂದು ಮುಖಂಡ ಪ್ರಕಾಶ್ ಹೇಳಿದರು. ರೈತ ಸಂಘದ ಸಭೆಯಲ್ಲಿ ಮಾತನಾಡಿದ ಅವರು, ಕೃಷಿಗೆ ಸರ್ಕಾರ ಹೆಚ್ಚಿನ ಪ್ರೋತ್ಸಾಹ ನೀಡಬೇಕು ಎಂದು ಒತ್ತಾಯಿಸಿದರು. ಬೆಳೆಗಳಿಗೆ ವೈಜ್ಞಾನಿಕ ಬೆಲೆ ನಿಗದಿ ಮಾಡಬೇಕು. ರೈತರ ಸಾಲ ಮನ್ನಾ ಮಾಡಬೇಕು ಎಂದು ಆಗ್ರಹಿಸಿದರು. ನೀರಾವರಿ ಯೋಜನೆಗಳನ್ನು ಶೀಘ್ರ ಪೂರ್ಣಗೊಳಿಸಬೇಕು. ರೈತ ವಿರೋಧಿ ನೀತಿಗಳನ್ನು ಕೈಬಿಡಬೇಕು ಎಂದು ಎಚ್ಚರಿಸಿದರು. ಸಭೆಯಲ್ಲಿ ರೈತ ಸಂಘದ ಪದಾಧಿಕಾರಿಗಳು, ಗ್ರಾಮಸ್ಥರು ಭಾಗವಹಿಸಿದ್ದರು. [442, 800, 541, 937]
article-headline-raitharu: ರೈತರು ಉಳಿದರೆ ಮಾತ್ರ ದೇಶ, ಬದುಕು: ಪ್ರಕಾಶ್ [444, 777, 669, 795]
dot-yellow [120, 1415, 127, 1422]
brief-item-3 [8, 393, 184, 480]
brief-headline: ಕೋರಂ ಕೊರತೆಯಿಂದ ಅಧಿವೇಶನ ಸೋಲು [8, 493, 164, 528]
bottom-article-right [468, 951, 928, 1173]
brief-dateline: ಮೈಸೂರು: [16, 415, 42, 424]
guru-article [430, 67, 671, 250]
photo-school-program [198, 672, 430, 780]
article-text: ತಾಲೂಕಿನ ಗಡಿ ಭಾಗದ ಗ್ರಾಮಗಳ ಅಭಿವೃದ್ಧಿಗೆ ಅರಣ್ಯ ಇಲಾಖೆ ಅಡ್ಡಿಯಾಗಿದೆ ಎಂದು ಗ್ರಾಮಸ್ಥರು ಸಚಿವರ ಮುಂದೆ ಅಳಲು ತೋಡಿಕೊಂಡರು. ರಸ್ತೆ, ವಿದ್ಯುತ್, ಕುಡಿಯುವ ನೀರಿನ ಯೋಜನೆಗಳಿಗೆ ಅರಣ್ಯ ಇಲಾಖೆ ಅನುಮತಿ ನೀಡುತ್ತಿಲ್ಲ ಎಂದು ದೂರಿದರು. ಹಲವು ವರ್ಷಗಳಿಂದ ಮೂಲಸೌಕರ್ಯ ವಂಚಿತರಾಗಿದ್ದೇವೆ ಎಂದು ಅಳಲು ತೋಡಿಕೊಂಡರು. ಅರಣ್ಯ ಕಾಯ್ದೆಯ ಹೆಸರಿನಲ್ಲಿ ಗ್ರಾಮಸ್ಥರಿಗೆ ತೊಂದರೆ ನೀಡಲಾಗುತ್ತಿದೆ ಎಂದು ಆರೋಪಿಸಿದರು. ಸಚಿವರು ಸ್ಥಳಕ್ಕೆ ಭೇಟಿ ನೀಡಿ ಪರಿಶೀಲಿಸಿದರು. ಸಮಸ್ಯೆ ಬಗೆಹರಿಸುವ ಭರವಸೆ ನೀಡಿದರು. ಅರಣ್ಯ ಅಧಿಕಾರಿಗಳ ಜೊತೆ ಚರ್ಚಿಸಿ ಸೂಕ್ತ ಕ್ರಮ ಕೈಗೊಳ್ಳುವುದಾಗಿ ಹೇಳಿದರು. ಗ್ರಾಮಸ್ಥರ ಬೇಡಿಕೆಗಳನ್ನು ಈಡೇರಿಸಲು ಪ್ರಯತ್ನಿಸುವುದಾಗಿ ತಿಳಿಸಿದರು. ಅರಣ್ಯ ಇಲಾಖೆ ಮತ್ತು ಗ್ರಾಮಸ್ಥರ ನಡುವಿನ ಸಂಘರ್ಷ ಬಗೆಹರಿಸಲು ಸಮನ್ವಯ ಸಮಿತಿ ರಚಿಸಲಾಗುವುದು ಎಂದು ಹೇಳಿದರು. ಜಿಲ್ಲಾ ಪಂಚಾಯಿತಿ ಸದಸ್ಯರು, ತಾಲೂಕು ಪಂಚಾಯಿತಿ ಸದಸ್ಯರು ಉಪಸ್ಥಿತರಿದ್ದರು. [685, 306, 936, 400]
article-headline-jantu: ರಾಷ್ಟ್ರೀಯ ಜಂತುಹುಳು ನಿವಾರಣಾ ದಿನ [223, 550, 405, 568]
column-middle [191, 67, 671, 938]
article-body-kondotsava-1: ◆ಸಂತೇಮರಹಳ್ಳಿ: ಕೊಳಗೆ ಶ್ರೀ ಚಂದ್ರಮೌಳೀಶ್ವರ ಮಲ್ಲಿಕಾರ್ಜುನಸ್ವಾಮಿ ದೇವಸ್ಥಾನದಲ್ಲಿ ವಾರ್ಷಿಕ ಕೊಂಡೋತ್ಸವ ವೈಭವದಿಂದ ನೆರವೇರಿತು. ಬೆಳಗ್ಗೆಯಿಂದಲೇ ವಿಶೇಷ ಪೂಜೆ, ಅಭಿಷೇಕ, ಹೋಮ, ರುದ್ರಾಭಿಷೇಕ ನಡೆಯಿತು. ನಂತರ ಕೊಂಡೋತ್ಸವ ಆರಂಭವಾಯಿತು. ಸಾವಿರಾರು ಭಕ್ತರು ಪಾಲ್ಗೊಂಡು ದೇವರ ದರ್ಶನ ಪಡೆದರು. ಅಗ್ನಿಕೊಂಡದಲ್ಲಿ ನಡೆಯುವ ಈ ಆಚರಣೆ ವೀಕ್ಷಿಸಲು ಜನ ಸಾಗರ ಹರಿದು ಬಂದಿತ್ತು. ಪೂಜಾರಿಗಳು ಹಾಗೂ ಭಕ್ತರು ಅಗ್ನಿಕೊಂಡದಲ್ಲಿ ನಡೆದು ಭಕ್ತಿ ಪ್ರದರ್ಶಿಸಿದರು. ದೇವಸ್ಥಾನದ ಸುತ್ತ ವಿಶೇಷ ಅಲಂಕಾರ ಮಾಡಲಾಗಿತ್ತು. ಅನ್ನ ಸಂತರ್ಪಣೆ ಏರ್ಪಾಡು ಮಾಡಲಾಗಿತ್ತು. ಪೊಲೀಸ್ ಬಂದೋಬಸ್ತ್ ಮಾಡಲಾಗಿತ್ತು. ಭಕ್ತರ ಅನುಕೂಲಕ್ಕಾಗಿ ಕುಡಿಯುವ ನೀರಿನ ವ್ಯವಸ್ಥೆ ಮಾಡಲಾಗಿತ್ತು. ಗ್ರಾಮದ ಹಿರಿಯರು, ಮುಖಂಡರು, ದೇವಸ್ಥಾನದ ಸಮಿತಿ ಸದಸ್ಯರು ಕಾರ್ಯಕ್ರಮದ ಯಶಸ್ಸಿಗೆ ಶ್ರಮಿಸಿದರು. ರಾತ್ರಿ ಸಾಂಸ್ಕೃತಿಕ ಕಾರ್ಯಕ್ರಮಗಳು, ಭಜನೆ ನಡೆಯಿತು. [8, 993, 160, 1140]
dot-magenta [346, 1415, 353, 1422]
brief-body: ◆ಮೈಸೂರು: ಸುಮಾರು 50 ವರ್ಷದ ಅಪರಿಚಿತ ಗಂಡಸಿನ ಶವ ರಸ್ತೆಯ ಬದಿಯಲ್ಲಿ ನಿರ್ಜೀವವಾಗಿ ಪತ್ತೆಯಾಗಿದೆ. ಮೃತ ವ್ಯಕ್ತಿ ಸುಮಾರು 127/400-500 ಎತ್ತರ ಇದ್ದು, ಸಾಧಾರಣ ಮೈಕಟ್ಟು ಹೊಂದಿದ್ದಾನೆ. ಮೃತನ ಮೈಮೇಲೆ ನೀಲಿ ಬಣ್ಣದ ಶರ್ಟ್, ಕಪ್ಪು ಬಣ್ಣದ ಪ್ಯಾಂಟ್ ಧರಿಸಿದ್ದಾನೆ. ಈತನ ಬಗ್ಗೆ ಮಾಹಿತಿ ಇದ್ದವರು ಸಂಬಂಧಪಟ್ಟ ಪೊಲೀಸ್ ಠಾಣೆಗೆ ಅಥವಾ ಸಮೀಪದ ಪೊಲೀಸ್ ಠಾಣೆಗೆ ಮಾಹಿತಿ ನೀಡಬಹುದು. ಸಂಪರ್ಕ ಸಂಖ್ಯೆ: 0821-2516579, 9480802112 ಈ ದೂರವಾಣಿ ಸಂಖ್ಯೆಗೆ ಮಾಹಿತಿ ನೀಡಬಹುದು ಎಂದು ಸಂಬಂಧಪಟ್ಟ ಅಧಿಕಾರಿಗಳು ಪ್ರಕಟಣೆಯಲ್ಲಿ ತಿಳಿಸಿದ್ದಾರೆ. [8, 294, 184, 378]
divider [8, 263, 184, 264]
article-body-aranya: ◆ಹನೂರು: ತಾಲೂಕಿನ ಗಡಿ ಭಾಗದ ಗ್ರಾಮಗಳ ಅಭಿವೃದ್ಧಿಗೆ ಅರಣ್ಯ ಇಲಾಖೆ ಅಡ್ಡಿಯಾಗಿದೆ ಎಂದು ಗ್ರಾಮಸ್ಥರು ಸಚಿವರ ಮುಂದೆ ಅಳಲು ತೋಡಿಕೊಂಡರು. ರಸ್ತೆ, ವಿದ್ಯುತ್, ಕುಡಿಯುವ ನೀರಿನ ಯೋಜನೆಗಳಿಗೆ ಅರಣ್ಯ ಇಲಾಖೆ ಅನುಮತಿ ನೀಡುತ್ತಿಲ್ಲ ಎಂದು ದೂರಿದರು. ಹಲವು ವರ್ಷಗಳಿಂದ ಮೂಲಸೌಕರ್ಯ ವಂಚಿತರಾಗಿದ್ದೇವೆ ಎಂದು ಅಳಲು ತೋಡಿಕೊಂಡರು. ಅರಣ್ಯ ಕಾಯ್ದೆಯ ಹೆಸರಿನಲ್ಲಿ ಗ್ರಾಮಸ್ಥರಿಗೆ ತೊಂದರೆ ನೀಡಲಾಗುತ್ತಿದೆ ಎಂದು ಆರೋಪಿಸಿದರು. ಸಚಿವರು ಸ್ಥಳಕ್ಕೆ ಭೇಟಿ ನೀಡಿ ಪರಿಶೀಲಿಸಿದರು. ಸಮಸ್ಯೆ ಬಗೆಹರಿಸುವ ಭರವಸೆ ನೀಡಿದರು. ಅರಣ್ಯ ಅಧಿಕಾರಿಗಳ ಜೊತೆ ಚರ್ಚಿಸಿ ಸೂಕ್ತ ಕ್ರಮ ಕೈಗೊಳ್ಳುವುದಾಗಿ ಹೇಳಿದರು. ಗ್ರಾಮಸ್ಥರ ಬೇಡಿಕೆಗಳನ್ನು ಈಡೇರಿಸಲು ಪ್ರಯತ್ನಿಸುವುದಾಗಿ ತಿಳಿಸಿದರು. ಅರಣ್ಯ ಇಲಾಖೆ ಮತ್ತು ಗ್ರಾಮಸ್ಥರ ನಡುವಿನ ಸಂಘರ್ಷ ಬಗೆಹರಿಸಲು ಸಮನ್ವಯ ಸಮಿತಿ ರಚಿಸಲಾಗುವುದು ಎಂದು ಹೇಳಿದರು. ಜಿಲ್ಲಾ ಪಂಚಾಯಿತಿ ಸದಸ್ಯರು, ತಾಲೂಕು ಪಂಚಾಯಿತಿ ಸದಸ್ಯರು ಉಪಸ್ಥಿತರಿದ್ದರು. [685, 306, 936, 400]
brief-text: ಸುಮಾರು 50 ವರ್ಷದ ಅಪರಿಚಿತ ಗಂಡಸಿನ ಶವ ರಸ್ತೆಯ ಬದಿಯಲ್ಲಿ ನಿರ್ಜೀವವಾಗಿ ಪತ್ತೆಯಾಗಿದೆ. ಮೃತ ವ್ಯಕ್ತಿ ಸುಮಾರು 127/400-500 ಎತ್ತರ ಇದ್ದು, ಸಾಧಾರಣ ಮೈಕಟ್ಟು ಹೊಂದಿದ್ದಾನೆ. ಮೃತನ ಮೈಮೇಲೆ ನೀಲಿ ಬಣ್ಣದ ಶರ್ಟ್, ಕಪ್ಪು ಬಣ್ಣದ ಪ್ಯಾಂಟ್ ಧರಿಸಿದ್ದಾನೆ. ಈತನ ಬಗ್ಗೆ ಮಾಹಿತಿ ಇದ್ದವರು ಸಂಬಂಧಪಟ್ಟ ಪೊಲೀಸ್ ಠಾಣೆಗೆ ಅಥವಾ ಸಮೀಪದ ಪೊಲೀಸ್ ಠಾಣೆಗೆ ಮಾಹಿತಿ ನೀಡಬಹುದು. ಸಂಪರ್ಕ ಸಂಖ್ಯೆ: 0821-2516579, 9480802112 ಈ ದೂರವಾಣಿ ಸಂಖ್ಯೆಗೆ ಮಾಹಿತಿ ನೀಡಬಹುದು ಎಂದು ಸಂಬಂಧಪಟ್ಟ ಅಧಿಕಾರಿಗಳು ಪ್ರಕಟಣೆಯಲ್ಲಿ ತಿಳಿಸಿದ್ದಾರೆ. [8, 294, 184, 378]
dot-cyan [336, 1415, 343, 1422]
page-tag [480, 49, 508, 59]
weekday-badge: ಬುಧವಾರ [896, 8, 935, 22]
brief-headline: ಕೆರೆ ತುಂಬುವರಿ ತೆರವಿಗೆ ಒತ್ತಾಯ [8, 106, 159, 122]
edition-meta [815, 6, 935, 54]
article-headline-hasiru: 13ರಂದು ಸ್ವಾಭಿಮಾನದೆಗೆ ಹಸಿರು ಸೇನಾನಿಗಳ ಕಾಲ್ನಡಿಗೆ [442, 550, 656, 586]
photo-felicitation [198, 67, 423, 229]
kicker-vachana: ಕಾಯಕ ಶರಣರ ಜಯಂತಿ ಕಾರ್ಯಕ್ರಮದಲ್ಲಿ ಶಾಸಕ ಕೆ.ಹರೀಶ್‌ಗೌಡ [603, 951, 801, 963]
dot-black [130, 1415, 137, 1422]
page-tag-group [139, 49, 815, 59]
article-hasiru [436, 547, 671, 938]
kirusuddi-word-2: ಸುದ್ದಿ [62, 74, 88, 91]
dot-magenta [818, 1415, 825, 1422]
vachana-photo-block [630, 992, 780, 1173]
article-dateline: ಸಂತೇಮರಹಳ್ಳಿ: [25, 993, 61, 1002]
article-dateline: ಮೈಸೂರು: [204, 573, 229, 582]
stirf-photo-block [198, 316, 440, 466]
article-body-guruvandana: ◆ಚಾಮಲಾಪುರ: ತಾಲೂಕಿನ ಪಿ.ಜಿ. ಪಾಳ್ಯ ಗ್ರಾಮದಲ್ಲಿ ಗುರುವಂದನಾ ಕಾರ್ಯಕ್ರಮ ಸಂಭ್ರಮದಿಂದ ಜರುಗಿತು. ಗ್ರಾಮದ ಹಿರಿಯ ಶಿಕ್ಷಕರನ್ನು ಗೌರವಿಸುವ ಉದ್ದೇಶದಿಂದ ಈ ಪ್ರಯುಕ್ತ ಮಾಲೆಗಳಿಗೆ ಮಾನ್ಯವಾದ ಗಣ್ಯರನ್ನು ಆಹ್ವಾನಿಸಿ ಶಾಲುಗಳನ್ನು ಹೊದಿಸಿ ಗೌರವಿಸಲಾಯಿತು. ಕಾರ್ಯಕ್ರಮ ಸಭೆ ಪ್ರಾಸ್ತಾವಿಕವಾಗಿ ಮಾತನಾಡಿದ ಅವರು, ಗ್ರಾಮದ ಮಕ್ಕಳ ಶೈಕ್ಷಣಿಕ ಬೆಳವಣಿಗೆಗೆ ಶಿಕ್ಷಕರ ಕೊಡುಗೆ ಅಪಾರ ಎಂದು ಹೇಳಿದರು. 2001-2002ನೇ ಸಾಲಿನಲ್ಲಿ ಈ ಗ್ರಾಮದಲ್ಲಿ ಪ್ರಾಥಮಿಕ ಶಾಲೆ ಪ್ರಾರಂಭವಾಗಿ ಇಂದಿನವರೆಗೂ ಸಾವಿರಾರು ಮಕ್ಕಳಿಗೆ ಶಿಕ್ಷಣ ನೀಡಿದೆ. ಗ್ರಾಮದ ಅಭಿವೃದ್ಧಿಯಲ್ಲಿ ಶಿಕ್ಷಕರ ಪಾತ್ರ ಮಹತ್ವದ್ದು ಎಂದು ಬಣ್ಣಿಸಿದರು. ಹಳೆಯ ವಿದ್ಯಾರ್ಥಿಗಳು ಶಿಕ್ಷಕರಿಗೆ ಪಾದಪೂಜೆ ಮಾಡಿ ಆಶೀರ್ವಾದ ಪಡೆದರು. ನಂತರ ಸಾಂಸ್ಕೃತಿಕ ಕಾರ್ಯಕ್ರಮಗಳು ನಡೆದವು. ಗ್ರಾಮದ ಮಕ್ಕಳು ನೃತ್ಯ, ಹಾಡು ಪ್ರದರ್ಶಿಸಿ ಗಮನ ಸೆರೆಹಿಡಿದರು. ಕಾರ್ಯಕ್ರಮದಲ್ಲಿ ಗ್ರಾಮ ಪಂಚಾಯಿತಿ ಅಧ್ಯಕ್ಷರು, ಸದಸ್ಯರು, ಶಾಲಾ ಅಭಿವೃದ್ಧಿ ಸಮಿತಿ ಸದಸ್ಯರು, ಪೋಷಕರು ಹಾಗೂ ಗ್ರಾಮಸ್ಥರು ಹೆಚ್ಚಿನ ಸಂಖ್ಯೆಯಲ್ಲಿ ಭಾಗವಹಿಸಿದ್ದರು. ಕೊನೆಯಲ್ಲಿ ಎಲ್ಲರಿಗೂ ಸಿಹಿ ಹಂಚಿ ಸಂಭ್ರಮಾಚರಣೆ ಮಾಡಲಾಯಿತು. ಹಿರಿಯ ಶಿಕ್ಷಕರು ತಮ್ಮ ಅನುಭವಗಳನ್ನು ಹಂಚಿಕೊಂಡರು. [429, 92, 671, 218]
article-text: ವಿಶ್ವ ಭೂಮಿ ಸಂರಕ್ಷಣೆ ಮತ್ತು ಪರಿಸರ ಸಂರಕ್ಷಣೆ ಕುರಿತು ಜಾಗೃತಿ ಮೂಡಿಸಲು ಫೆ.13ರಂದು 90ಕ್ಕೂ ಹೆಚ್ಚು ಪರಿಸರ ಪ್ರೇಮಿಗಳ ತಂಡ ಕಾಲ್ನಡಿಗೆ ಜಾಥಾ ನಡೆಸಲಿದೆ. ನಗರದ ಪ್ರಮುಖ ರಸ್ತೆಗಳಲ್ಲಿ ಸಾಗುವ ಈ ಜಾಥಾ ಸಾರ್ವಜನಿಕರಲ್ಲಿ ಅರಿವು ಮೂಡಿಸುವ ಉದ್ದೇಶ ಹೊಂದಿದೆ. ಗಿಡ ನೆಡುವ ಕಾರ್ಯಕ್ರಮವೂ ನಡೆಯಲಿದೆ. ಪರಿಸರ ಉಳಿಸಿ ಎಂಬ ಸಂದೇಶದೊಂದಿಗೆ ಹಸಿರು ಸೇನಾನಿಗಳು ಹೆಜ್ಜೆ ಹಾಕಲಿದ್ದಾರೆ. ಮರಗಳನ್ನು ಉಳಿಸುವುದು ಪ್ರತಿಯೊಬ್ಬರ ಕರ್ತವ್ಯ ಎಂದು ಸಂಘಟಕರು ಹೇಳಿದ್ದಾರೆ. ವಿದ್ಯಾರ್ಥಿಗಳು, ಯುವಕರು ಹೆಚ್ಚಿನ ಸಂಖ್ಯೆಯಲ್ಲಿ ಭಾಗವಹಿಸಲು ಕೋರಲಾಗಿದೆ. ಸ್ವಚ್ಛತೆ, ಜಲ ಸಂರಕ್ಷಣೆ ಕುರಿತು ಅರಿವು ಮೂಡಿಸಲಾಗುವುದು. ಪ್ಲಾಸ್ಟಿಕ್ ಮುಕ್ತ ನಗರ ನಿರ್ಮಾಣದ ಸಂಕಲ್ಪ ಮಾಡಲಾಗುವುದು. [442, 680, 671, 764]
article-dateline: ಹನೂರು: [694, 306, 717, 315]
divider [685, 253, 936, 254]
article-body-raitharu: ◆ಚಾಮರಾಜನಗರ: ರೈತರು ಉಳಿದರೆ ಮಾತ್ರ ದೇಶ ಮತ್ತು ನಮ್ಮ ಬದುಕು ಉಳಿಯುತ್ತದೆ ಎಂದು ಮುಖಂಡ ಪ್ರಕಾಶ್ ಹೇಳಿದರು. ರೈತ ಸಂಘದ ಸಭೆಯಲ್ಲಿ ಮಾತನಾಡಿದ ಅವರು, ಕೃಷಿಗೆ ಸರ್ಕಾರ ಹೆಚ್ಚಿನ ಪ್ರೋತ್ಸಾಹ ನೀಡಬೇಕು ಎಂದು ಒತ್ತಾಯಿಸಿದರು. ಬೆಳೆಗಳಿಗೆ ವೈಜ್ಞಾನಿಕ ಬೆಲೆ ನಿಗದಿ ಮಾಡಬೇಕು. ರೈತರ ಸಾಲ ಮನ್ನಾ ಮಾಡಬೇಕು ಎಂದು ಆಗ್ರಹಿಸಿದರು. ನೀರಾವರಿ ಯೋಜನೆಗಳನ್ನು ಶೀಘ್ರ ಪೂರ್ಣಗೊಳಿಸಬೇಕು. ರೈತ ವಿರೋಧಿ ನೀತಿಗಳನ್ನು ಕೈಬಿಡಬೇಕು ಎಂದು ಎಚ್ಚರಿಸಿದರು. ಸಭೆಯಲ್ಲಿ ರೈತ ಸಂಘದ ಪದಾಧಿಕಾರಿಗಳು, ಗ್ರಾಮಸ್ಥರು ಭಾಗವಹಿಸಿದ್ದರು. [442, 800, 541, 937]
kirusuddi-header [8, 67, 184, 99]
masthead [8, 0, 937, 58]
photo-meeting-table [442, 591, 671, 677]
article-text: ಬಸವಣ್ಣನವರ ವಚನಗಳನ್ನು ಪ್ರತಿಯೊಬ್ಬರೂ ಜೀವನದಲ್ಲಿ ಅಳವಡಿಸಿಕೊಳ್ಳಬೇಕು ಎಂದು ಶಾಸಕ ಕೆ.ಹರೀಶ್‌ಗೌಡ ಹೇಳಿದರು. ನಗರದಲ್ಲಿ ಕಾಯಕ ಶರಣರ ಜಯಂತಿ ಕಾರ್ಯಕ್ರಮ ಉದ್ಘಾಟಿಸಿ ಮಾತನಾಡಿದ ಅವರು, ಕಾಯಕವೇ ಕೈಲಾಸ ಎಂಬ ತತ್ವವನ್ನು ಬಸವಣ್ಣ ಜಗತ್ತಿಗೆ ನೀಡಿದರು. ಸಮಾನತೆ, ಸಹೋದರತೆಯ ಸಂದೇಶ ಸಾರಿದ ಅವರ ವಚನಗಳು ಇಂದಿಗೂ ಪ್ರಸ್ತುತ ಎಂದು ಹೇಳಿದರು. ಶರಣರ ಕೊಡುಗೆ ಅಪಾರ. ಸಮಾಜದ ಕಟ್ಟಕಡೆಯ ವ್ಯಕ್ತಿಗೂ ಸಮಾನ ಅವಕಾಶ ಕಲ್ಪಿಸಿದ ಕೀರ್ತಿ ಅವರದ್ದು ಎಂದು ಬಣ್ಣಿಸಿದರು. ಯುವ ಪೀಳಿಗೆ ಶರಣರ ಆದರ್ಶಗಳನ್ನು ಪಾಲಿಸಬೇಕು ಎಂದು ಕರೆ ನೀಡಿದರು. ಕಾರ್ಯಕ್ರಮದಲ್ಲಿ ಗಣ್ಯರು, ಸಂಘಟನೆಗಳ ಪದಾಧಿಕಾರಿಗಳು ಭಾಗವಹಿಸಿದ್ದರು. ವಚನ ಗಾಯನ ಕಾರ್ಯಕ್ರಮ ನಡೆಯಿತು. ಹಿರಿಯರನ್ನು ಸನ್ಮಾನಿಸಲಾಯಿತು. ಎಲ್ಲರೂ ಶರಣರ ಮಾರ್ಗ ಅನುಸರಿಸಿ ಸಮಾಜದಲ್ಲಿ ಶಾಂತಿ, ಸೌಹಾರ್ದ ಕಾಪಾಡಬೇಕು ಎಂದು ಅವರು ಕರೆ ನೀಡಿದರು. [476, 993, 624, 1140]
dot-yellow [828, 1415, 835, 1422]
column-right [678, 67, 936, 938]
headline-vachana: ಪ್ರತಿಯೊಬ್ಬರೂ ಜೀವನದಲ್ಲಿ ವಚನ ಅಳವಡಿಸಿಕೊಳ್ಳಿ [537, 964, 867, 988]
dot-black [838, 1415, 845, 1422]
article-jantu [198, 547, 430, 938]
page-tag-number: 27 [458, 49, 474, 59]
page-tag-label: ಪುಟ [445, 50, 457, 57]
photo-forest-patrol [198, 316, 440, 466]
photo-caption: ಹನೂರು ತಾಲೂಕಿನ ಪಿ.ಜಿ ಪಾಳ್ಯ ಗ್ರಾಮದ ಪ್ರಾಥಮಿಕ ಶಾಲೆಯಲ್ಲಿ ಗುರುವಂದನಾ ಕಾರ್ಯಕ್ರಮ ನಡೆಯಿತು. [686, 238, 900, 245]
photo-caption: ಹನೂರು ತಾಲೂಕಿನ ಗಡಿ ಗ್ರಾಮಗಳಿಗೆ ಸಚಿವರು ಭೇಟಿ ನೀಡಿ ಸಮಸ್ಯೆ ಆಲಿಸಿದರು. [686, 519, 848, 527]
brief-item-2 [8, 270, 184, 380]
brief-dateline: ಚಾಮರಾಜನಗರ: [16, 533, 56, 542]
brief-text: ಮಧುವನಹಳ್ಳಿ ಗ್ರಾ.ಪಂ ವ್ಯಾಪ್ತಿಯ ಒತ್ತುವರಿ ತೆರವುಗೊಳಿಸುವಂತೆ ಕೇಳಿದರೂ ಸುಮಾರು 345 ಎಕರೆಯಷ್ಟು ವಿಸ್ತೀರ್ಣದ ಕೆರೆ ಜಾಗವನ್ನು ಖಾಸಗಿ ವ್ಯಕ್ತಿಗಳು ಒತ್ತುವರಿ ಮಾಡಿಕೊಂಡಿದ್ದಾರೆ ಎಂದು ಆರೋಪಿಸಿ ಸ್ಥಳೀಯರು ಪ್ರತಿಭಟನೆ ನಡೆಸಿದರು. ಕೆರೆಯ ಒತ್ತುವರಿ ತೆರವು ಮಾಡುವಂತೆ ಹಲವು ಬಾರಿ ಮನವಿ ಸಲ್ಲಿಸಿದರೂ ಯಾವುದೇ ಕ್ರಮ ಕೈಗೊಂಡಿಲ್ಲ ಎಂದು ಆಕ್ರೋಶ ವ್ಯಕ್ತಪಡಿಸಿದರು. ಅಧಿಕಾರಿಗಳು ಖಾಸಗಿ ವ್ಯಕ್ತಿಗಳ ಪರವಾಗಿ ಕೆಲಸ ಮಾಡುತ್ತಿದ್ದಾರೆ ಎಂದು ದೂರಿದರು. ತಹಶೀಲ್ದಾರ್ ಕಚೇರಿಗೆ ಮುತ್ತಿಗೆ ಹಾಕಿ ಘೋಷಣೆ ಕೂಗಿದರು. ಕೆರೆಯಲ್ಲಿ ಸಂಗ್ರಹವಾಗುವ ನೀರು ಸುತ್ತಮುತ್ತಲಿನ ಹಳ್ಳಿಗಳ ಅಂತರ್ಜಲ ಮಟ್ಟ ಹೆಚ್ಚಿಸುವುದಲ್ಲದೆ, ಜಾನುವಾರುಗಳಿಗೂ ಅನುಕೂಲವಾಗಿದೆ. ಮುಂದಿನ ದಿನಗಳಲ್ಲಿ ಕ್ರಮ ಕೈಗೊಳ್ಳದಿದ್ದರೆ ಉಗ್ರ ಹೋರಾಟ ನಡೆಸಲಾಗುವುದು ಎಂದು ಎಚ್ಚರಿಸಿದರು. ಹೋರಾಟದಲ್ಲಿ ರೈತ ಸಂಘದ ಮುಖಂಡರು, ಗ್ರಾಮದ ಹಿರಿಯರು ಹಾಗೂ ನೂರಾರು ಸಂಖ್ಯೆಯಲ್ಲಿ ಮಹಿಳೆಯರು ಭಾಗವಹಿಸಿದ್ದರು. [8, 128, 184, 255]
